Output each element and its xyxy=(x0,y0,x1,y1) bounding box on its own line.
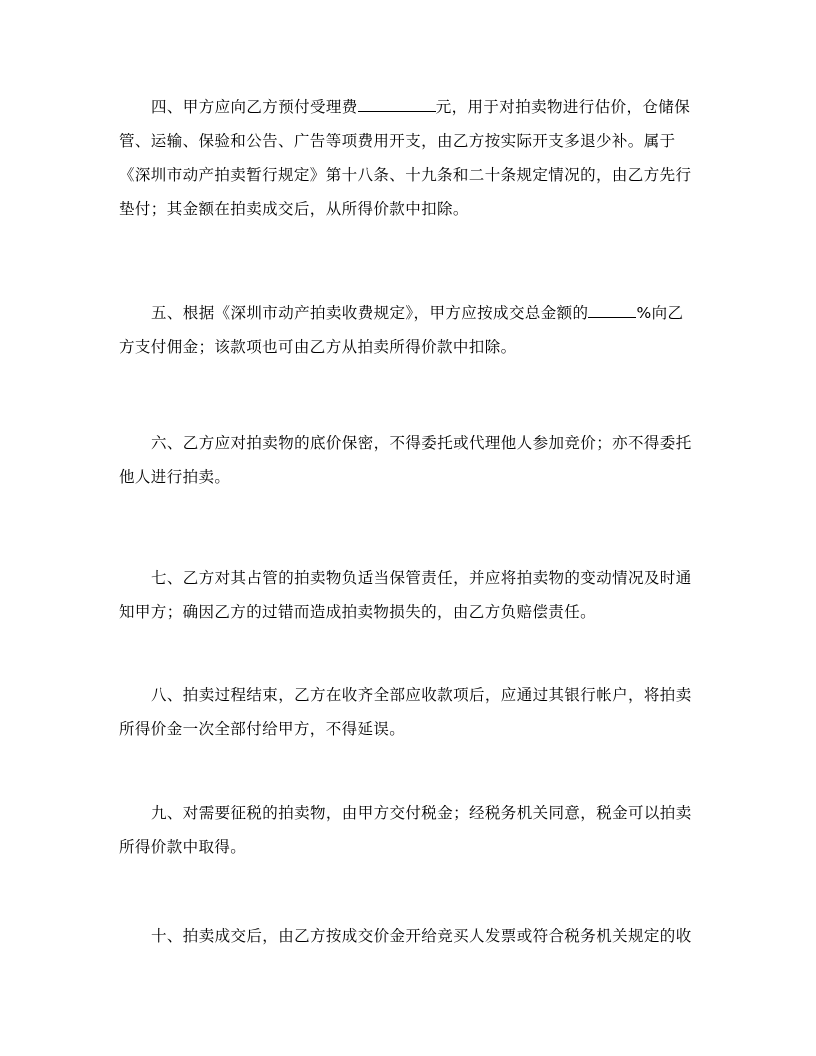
clause-7: 七、乙方对其占管的拍卖物负适当保管责任，并应将拍卖物的变动情况及时通知甲方；确因乙方的过错而造成拍卖物损失的，由乙方负赔偿责任。 xyxy=(119,569,692,621)
clause-5-text-after: %向乙方支付佣金；该款项也可由乙方从拍卖所得价款中扣除。 xyxy=(119,304,684,356)
clause-4-text-before: 四、甲方应向乙方预付受理费 xyxy=(151,98,358,116)
clause-5 xyxy=(119,296,699,364)
clause-4 xyxy=(119,90,699,226)
clause-10: 十、拍卖成交后，由乙方按成交价金开给竞买人发票或符合税务机关规定的收 xyxy=(151,927,692,945)
advance-fee-blank xyxy=(358,97,436,112)
clause-6: 六、乙方应对拍卖物的底价保密，不得委托或代理他人参加竞价；亦不得委托他人进行拍卖。 xyxy=(119,434,692,486)
clause-4-text-after: 元，用于对拍卖物进行估价，仓储保管、运输、保验和公告、广告等项费用开支，由乙方按实际开支多退少补。属于《深圳市动产拍卖暂行规定》第十八条、十九条和二十条规定情况的，由乙方先行垫付；其金额在拍卖成交后，从所得价款中扣除。 xyxy=(119,98,692,218)
clause-5-text-before: 五、根据《深圳市动产拍卖收费规定》，甲方应按成交总金额的 xyxy=(151,304,589,322)
clause-9: 九、对需要征税的拍卖物，由甲方交付税金；经税务机关同意，税金可以拍卖所得价款中取得。 xyxy=(119,804,692,856)
clause-8: 八、拍卖过程结束，乙方在收齐全部应收款项后，应通过其银行帐户，将拍卖所得价金一次全部付给甲方，不得延误。 xyxy=(119,686,692,738)
commission-rate-blank xyxy=(588,303,636,318)
